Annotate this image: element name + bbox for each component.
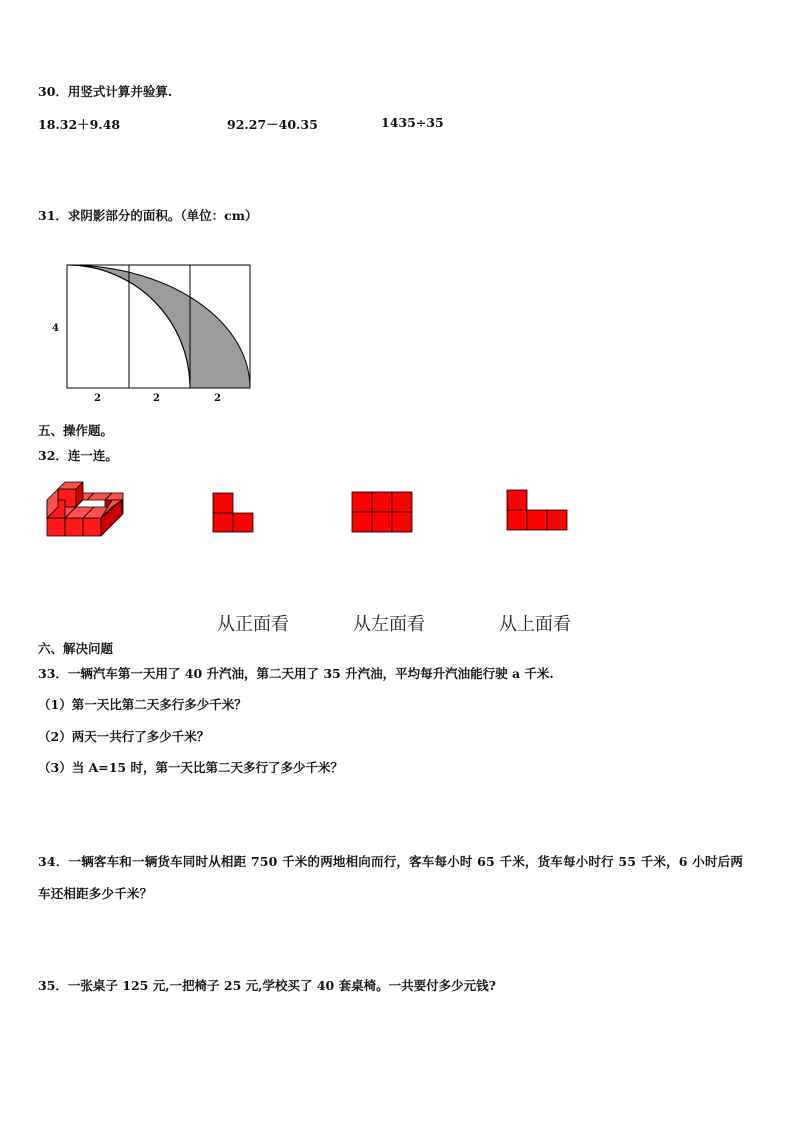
q33-part-3: （3）当 A=15 时，第一天比第二天多行了多少千米？ [38,760,343,775]
q32-view-shape-3 [506,489,568,533]
q31-title: 31．求阴影部分的面积。（单位：cm） [38,208,258,223]
q31-shaded-area-figure [60,258,260,398]
q31-height-label: 4 [52,323,59,334]
q31-width-label-2: 2 [153,393,160,404]
q31-shaded-region [67,265,250,388]
q31-width-label-1: 2 [94,393,101,404]
section-5-heading: 五、操作题。 [38,423,114,438]
section-6-heading: 六、解决问题 [38,641,114,656]
q33-part-1: （1）第一天比第二天多行多少千米？ [38,697,247,712]
q31-width-label-3: 2 [214,393,221,404]
q32-view-shape-2 [351,491,413,533]
q33-title: 33．一辆汽车第一天用了 40 升汽油，第二天用了 35 升汽油，平均每升汽油能行驶 a 千米. [38,666,554,681]
q30-title: 30．用竖式计算并验算. [38,84,173,99]
q30-expression-2: 92.27－40.35 [227,117,318,132]
q32-cube-solid [44,478,128,542]
q34-text: 34．一辆客车和一辆货车同时从相距 750 千米的两地相向而行，客车每小时 65 千米，货车每小时行 55 千米，6 小时后两车还相距多少千米？ [38,854,744,901]
q32-view-label-left: 从左面看 [353,614,425,635]
q32-view-label-front: 从正面看 [217,614,289,635]
q30-expression-1: 18.32＋9.48 [38,117,121,132]
q30-expression-3: 1435÷35 [381,115,444,130]
q32-view-shape-1 [212,492,256,534]
q35-text: 35．一张桌子 125 元,一把椅子 25 元,学校买了 40 套桌椅。一共要付多少元钱? [38,978,496,993]
q32-view-label-top: 从上面看 [499,614,571,635]
q32-title: 32．连一连。 [38,448,118,463]
q33-part-2: （2）两天一共行了多少千米？ [38,729,210,744]
